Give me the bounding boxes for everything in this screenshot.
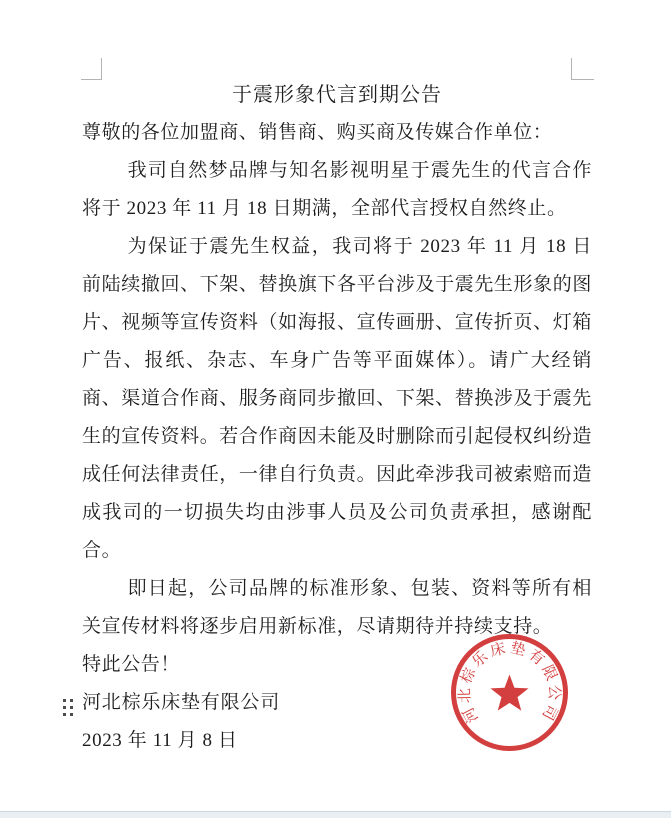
body-paragraph: 为保证于震先生权益，我司将于 2023 年 11 月 18 日前陆续撤回、下架、替换旗下各平台涉及于震先生形象的图片、视频等宣传资料（如海报、宣传画册、宣传折页、灯箱广告、报纸、杂志、车身广告等平面媒体）。请广大经销商、渠道合作商、服务商同步撤回、下架、替换涉及于震先生的宣传资料。若合作商因未能及时删除而引起侵权纠纷造成任何法律责任，一律自行负责。因此牵涉我司被索赔而造成我司的一切损失均由涉事人员及公司负责承担，感谢配合。 xyxy=(82,236,592,561)
drag-handle-dot xyxy=(70,706,73,709)
page-title: 于震形象代言到期公告 xyxy=(232,84,442,106)
signature-date: 2023 年 11 月 8 日 xyxy=(82,730,238,751)
drag-handle-dot xyxy=(70,713,73,716)
drag-handle-dot xyxy=(63,699,66,702)
seal-company-text: 河北棕乐床垫有限公司 xyxy=(457,640,562,726)
body-paragraph: 即日起，公司品牌的标准形象、包装、资料等所有相关宣传材料将逐步启用新标准，尽请期待并持续支持。 xyxy=(82,578,592,637)
drag-handle-dot xyxy=(63,706,66,709)
page-bottom-edge xyxy=(0,811,671,818)
body-paragraph: 我司自然梦品牌与知名影视明星于震先生的代言合作将于 2023 年 11 月 18 日期满，全部代言授权自然终止。 xyxy=(82,160,592,219)
drag-handle-dots[interactable] xyxy=(63,699,73,716)
drag-handle-dot xyxy=(63,713,66,716)
closing-line: 特此公告！ xyxy=(82,654,181,675)
drag-handle-dot xyxy=(70,699,73,702)
document-text-area xyxy=(82,76,592,760)
salutation-line: 尊敬的各位加盟商、销售商、购买商及传媒合作单位： xyxy=(82,122,553,143)
signature-company: 河北棕乐床垫有限公司 xyxy=(82,692,281,713)
